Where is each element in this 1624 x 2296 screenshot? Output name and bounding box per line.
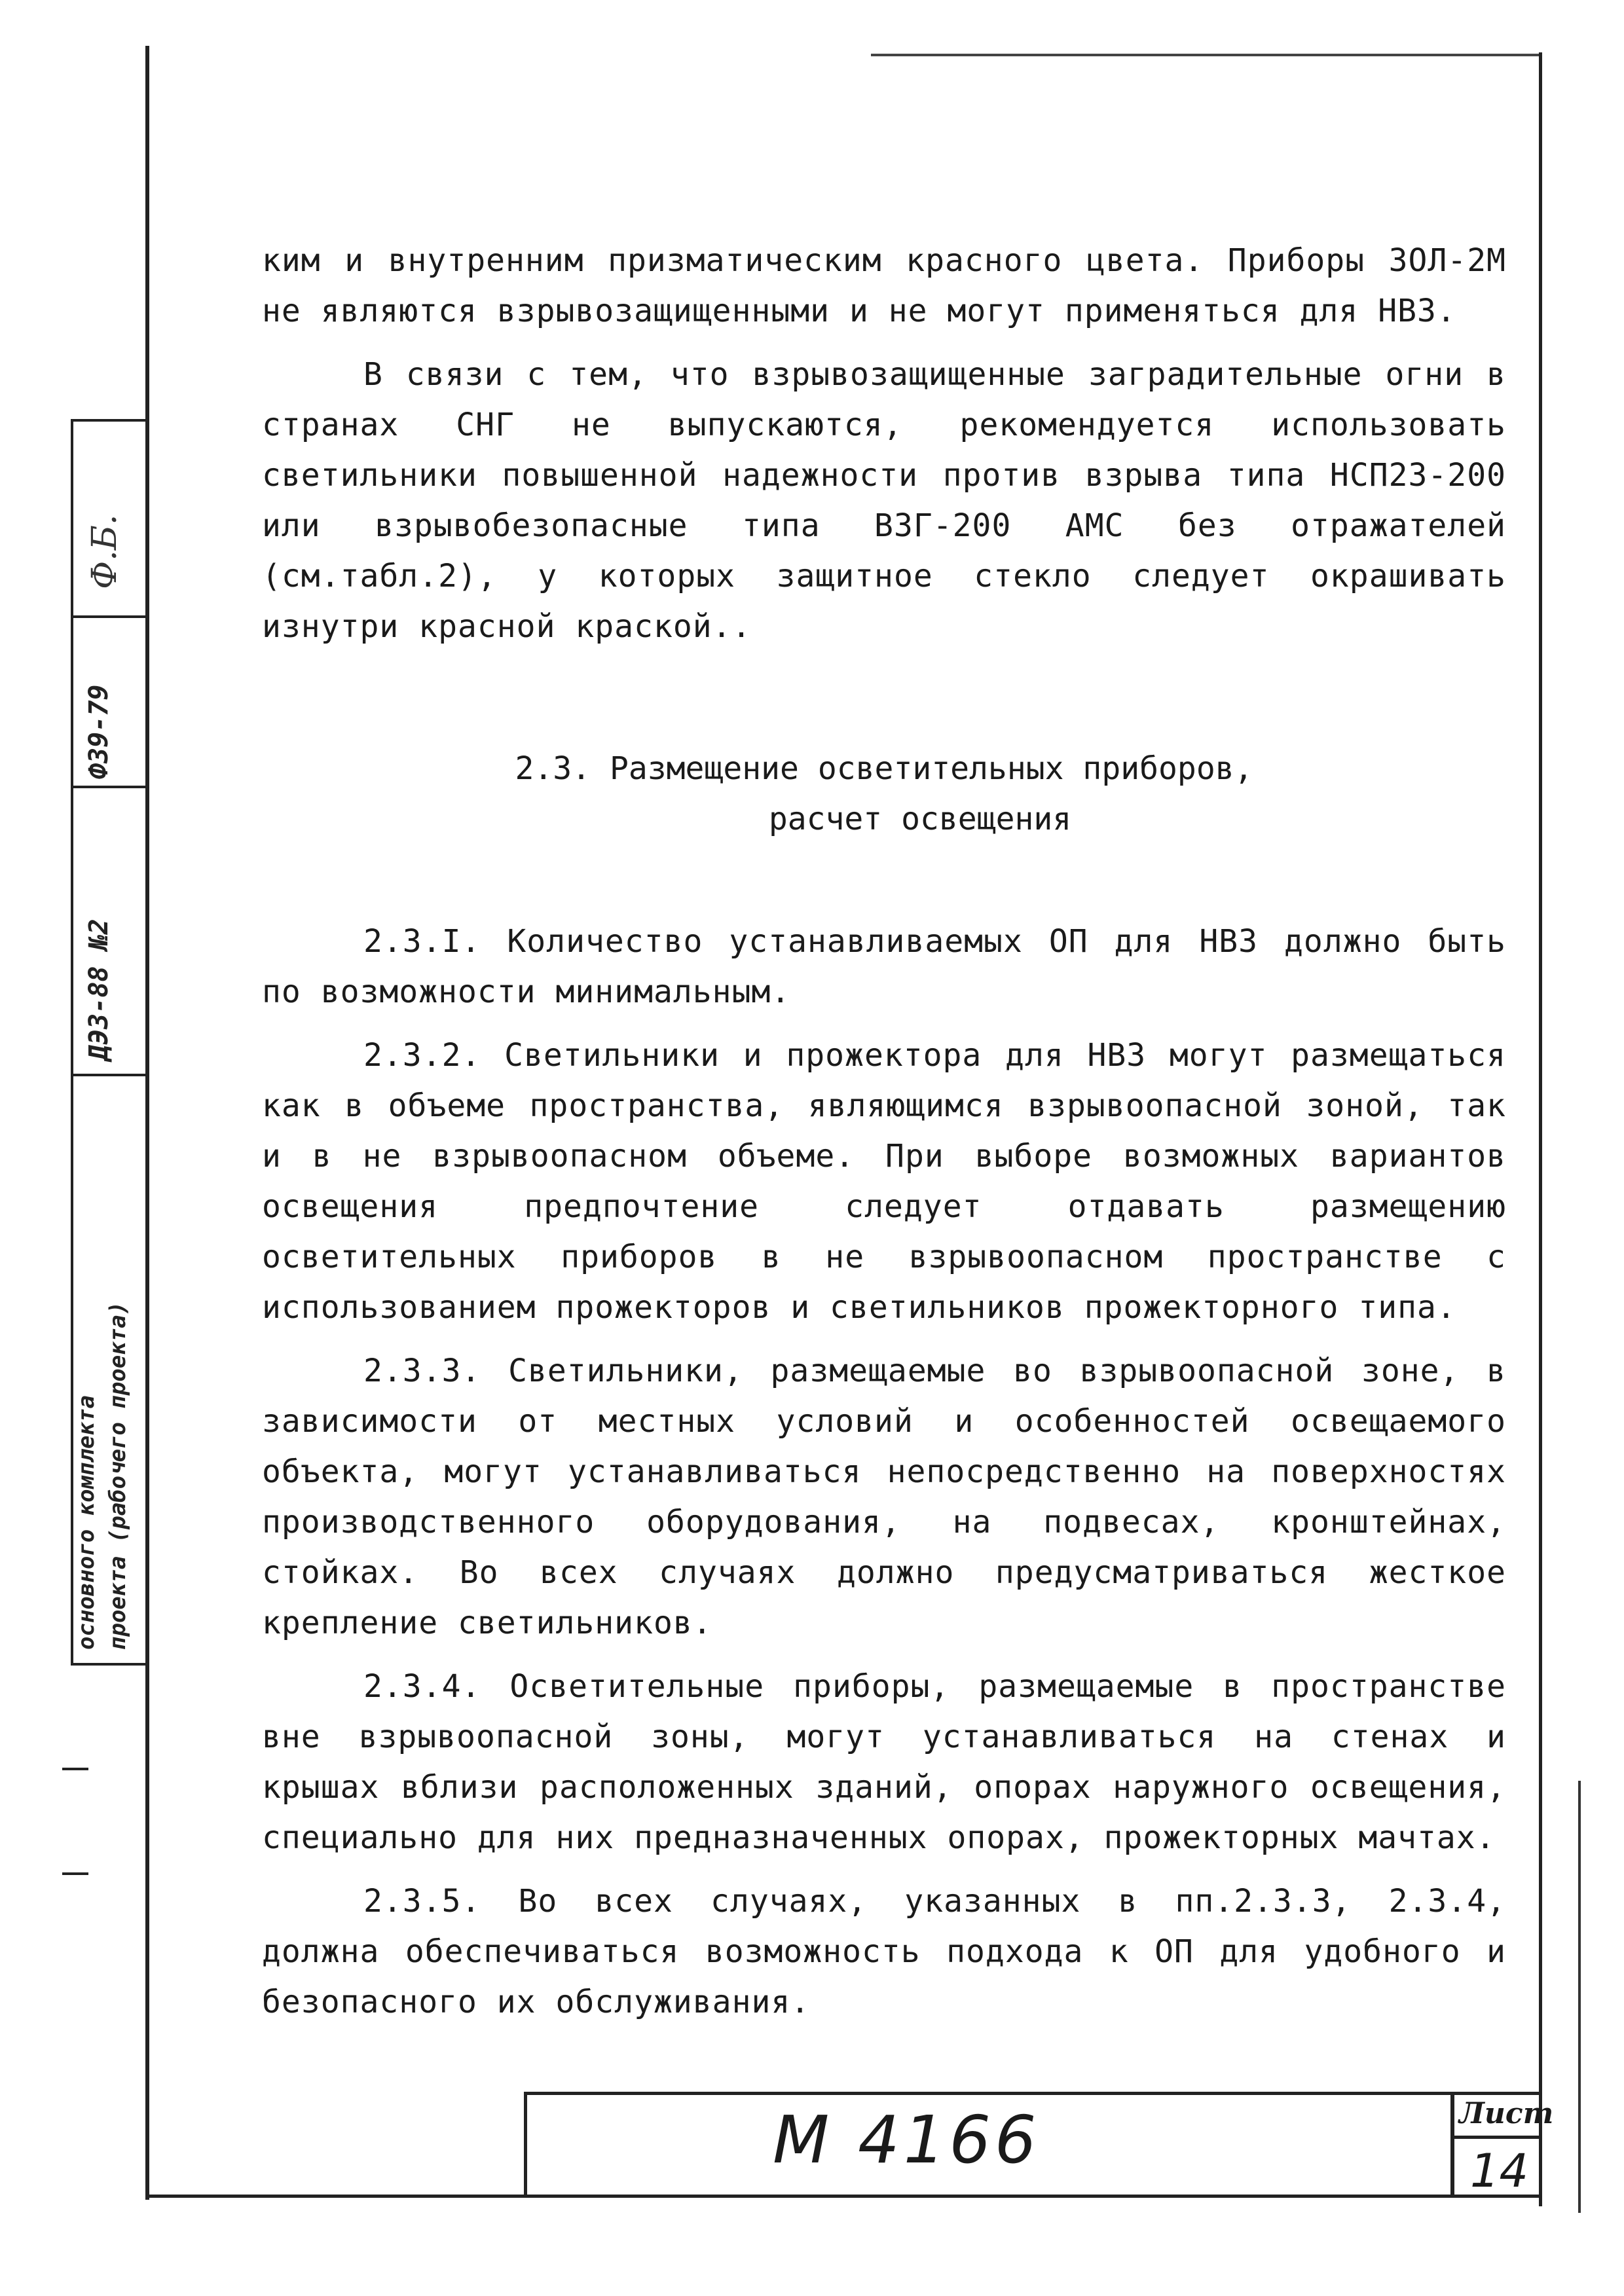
stamp-label-line2: проекта (рабочего проекта) — [105, 1301, 131, 1650]
document-code: М 4166 — [773, 2102, 1041, 2178]
margin-stamp-divider — [71, 419, 148, 422]
frame-bottom-border — [145, 2195, 1542, 2198]
stamp-reference: ДЭЗ-88 №2 — [84, 919, 114, 1061]
section-heading-line1: 2.3. Размещение осветительных приборов, — [515, 750, 1253, 787]
margin-stamp-divider — [71, 786, 148, 788]
margin-tick — [62, 1768, 88, 1770]
section-heading — [262, 744, 1506, 845]
frame-right-border — [1539, 52, 1542, 2206]
stamp-code: Ф39-79 — [84, 684, 114, 779]
sheet-cell-border — [1450, 2136, 1542, 2139]
clause-2-3-1: 2.3.I. Количество устанавливаемых ОП для НВЗ должно быть по возможности минимальным. — [262, 923, 1506, 1010]
clause-2-3-5: 2.3.5. Во всех случаях, указанных в пп.2.3.3, 2.3.4, должна обеспечиваться возможность подхода к ОП для удобного и безопасного их обслуживания. — [262, 1883, 1506, 2020]
signature: Ф.Б. — [85, 514, 124, 589]
page-edge-line — [1578, 1781, 1581, 2213]
sheet-number: 14 — [1470, 2144, 1529, 2198]
title-block-border — [524, 2092, 527, 2198]
clause-2-3-4: 2.3.4. Осветительные приборы, размещаемые в пространстве вне взрывоопасной зоны, могут устанавливаться на стенах и крышах вблизи расположенных зданий, опорах наружного освещения, специально для них предназначенных опорах, прожекторных мачтах. — [262, 1668, 1506, 1856]
clause-2-3-3: 2.3.3. Светильники, размещаемые во взрывоопасной зоне, в зависимости от местных условий и особенностей освещаемого объекта, могут устанавливаться непосредственно на поверхностях производственного оборудования, на подвесах, кронштейнах, стойках. Во всех случаях должно предусматриваться жесткое крепление светильников. — [262, 1353, 1506, 1641]
frame-top-border — [871, 54, 1539, 56]
margin-stamp-divider — [71, 615, 148, 618]
paragraph: В связи с тем, что взрывозащищенные заградительные огни в странах СНГ не выпускаются, рекомендуется использовать светильники повышенной надежности против взрыва типа НСП23-200 или взрывобезопасные типа ВЗГ-200 АМС без отражателей (см.табл.2), у которых защитное стекло следует окрашивать изнутри красной краской.. — [262, 356, 1506, 645]
paragraph: ким и внутренним призматическим красного цвета. Приборы ЗОЛ-2М не являются взрывозащищенными и не могут применяться для НВЗ. — [262, 242, 1506, 329]
document-body — [262, 236, 1506, 2028]
title-block-border — [524, 2092, 1542, 2095]
stamp-label-line1: основного комплекта — [73, 1395, 100, 1650]
margin-stamp-divider — [71, 1663, 148, 1666]
sheet-label: Лист — [1459, 2097, 1554, 2130]
margin-tick — [62, 1872, 88, 1875]
clause-2-3-2: 2.3.2. Светильники и прожектора для НВЗ могут размещаться как в объеме пространства, являющимся взрывоопасной зоной, так и в не взрывоопасном объеме. При выборе возможных вариантов освещения предпочтение следует отдавать размещению осветительных приборов в не взрывоопасном пространстве с использованием прожекторов и светильников прожекторного типа. — [262, 1037, 1506, 1326]
margin-stamp-divider — [71, 1074, 148, 1076]
section-heading-line2: расчет освещения — [768, 801, 1072, 837]
sheet-cell-border — [1450, 2095, 1454, 2196]
